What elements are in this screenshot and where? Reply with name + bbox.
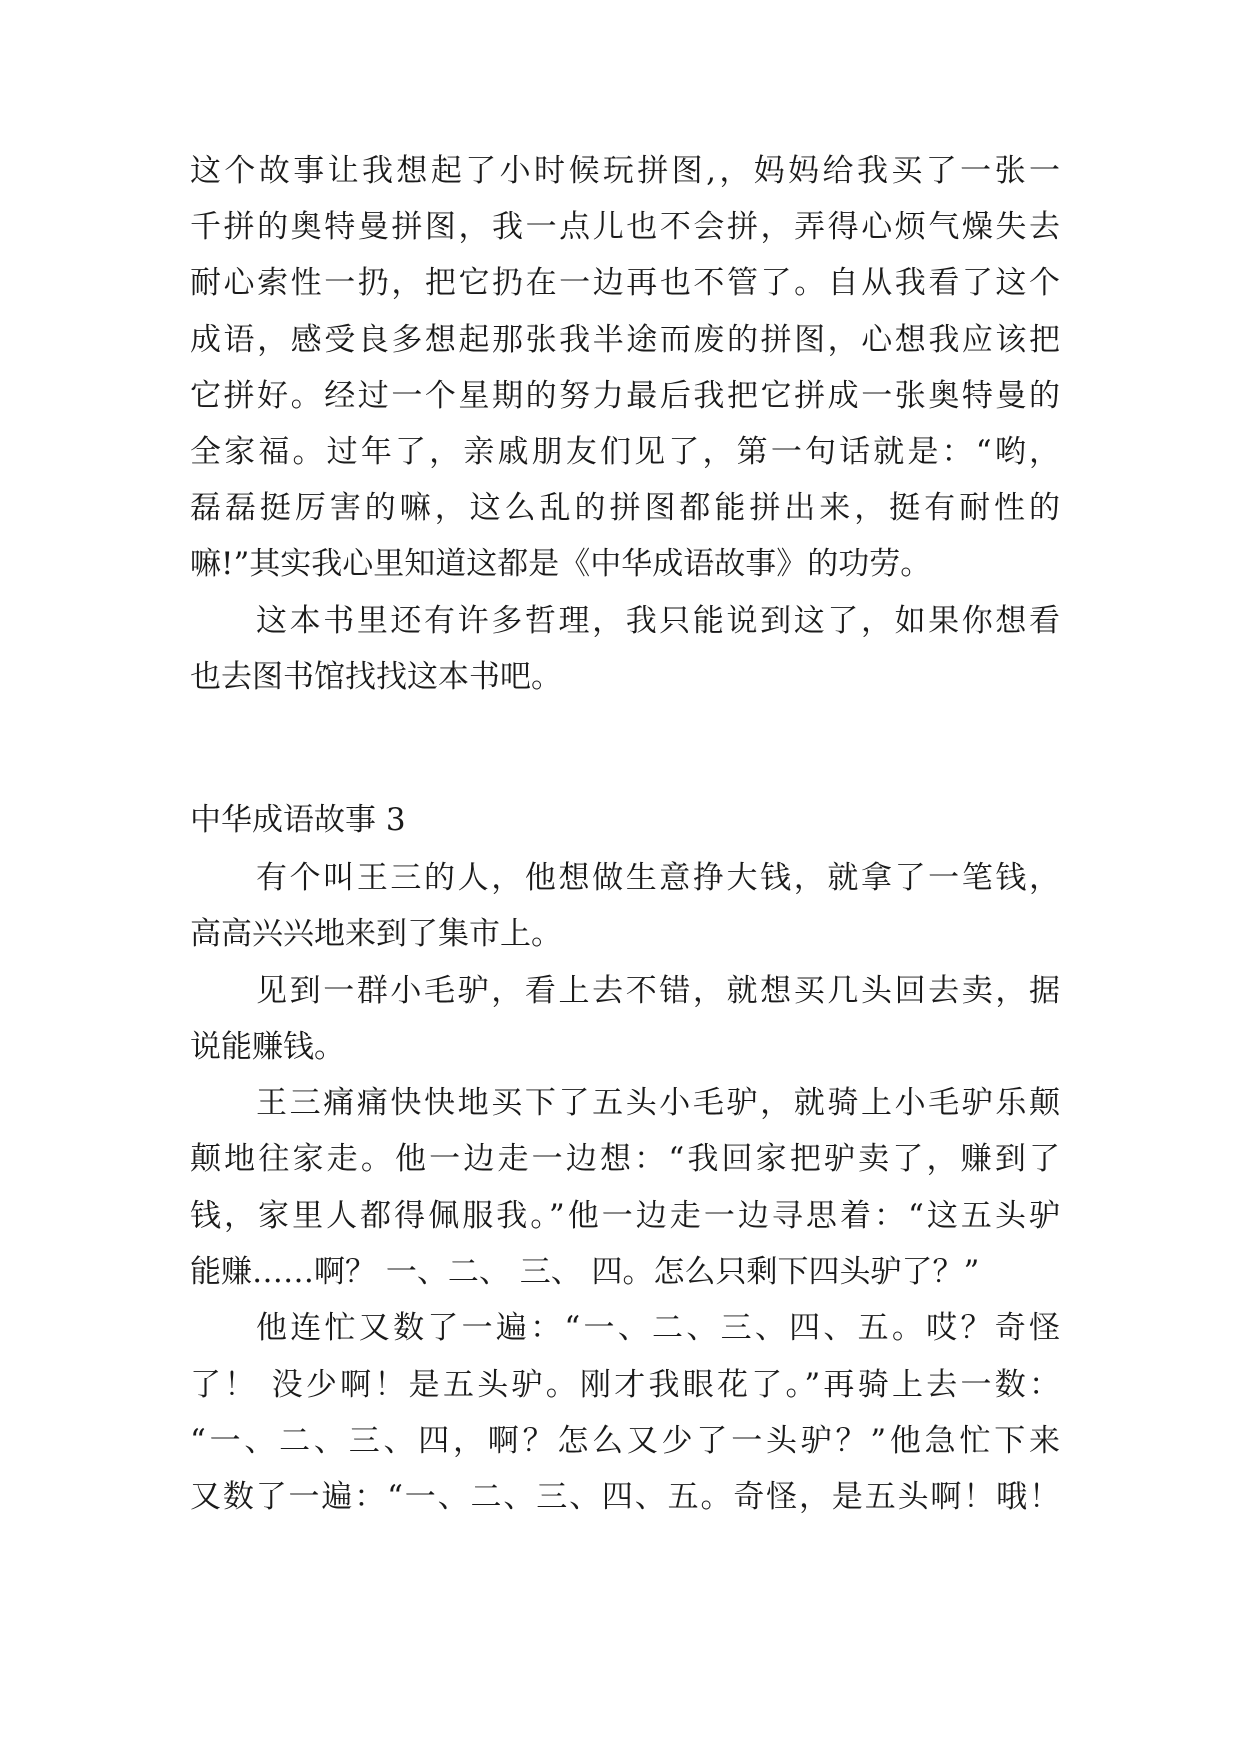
text-line: 颠地往家走。他一边走一边想：“我回家把驴卖了，赚到了 <box>190 1141 1060 1177</box>
text-line: 成语，感受良多想起那张我半途而废的拼图，心想我应该把 <box>190 322 1060 358</box>
text-line: 有个叫王三的人，他想做生意挣大钱，就拿了一笔钱， <box>256 860 1060 896</box>
text-line: “一、二、三、四，啊？怎么又少了一头驴？”他急忙下来 <box>190 1423 1060 1459</box>
text-line: 钱，家里人都得佩服我。”他一边走一边寻思着：“这五头驴 <box>190 1198 1060 1234</box>
text-line: 王三痛痛快快地买下了五头小毛驴，就骑上小毛驴乐颠 <box>256 1085 1060 1121</box>
text-line: 耐心索性一扔，把它扔在一边再也不管了。自从我看了这个 <box>190 265 1060 301</box>
section-heading: 中华成语故事 3 <box>190 802 406 838</box>
text-line: 它拼好。经过一个星期的努力最后我把它拼成一张奥特曼的 <box>190 378 1060 414</box>
text-line: 全家福。过年了，亲戚朋友们见了，第一句话就是：“哟， <box>190 434 1060 470</box>
text-line: 能赚……啊？ 一、二、 三、 四。怎么只剩下四头驴了？” <box>190 1254 980 1290</box>
text-line: 又数了一遍：“一、二、三、四、五。奇怪，是五头啊！哦！ <box>190 1479 1060 1515</box>
text-line: 这个故事让我想起了小时候玩拼图,，妈妈给我买了一张一 <box>190 153 1060 189</box>
text-line: 磊磊挺厉害的嘛，这么乱的拼图都能拼出来，挺有耐性的 <box>190 490 1060 526</box>
text-line: 高高兴兴地来到了集市上。 <box>190 916 562 952</box>
text-line: 见到一群小毛驴，看上去不错，就想买几头回去卖，据 <box>256 973 1060 1009</box>
text-line: 嘛!”其实我心里知道这都是《中华成语故事》的功劳。 <box>190 546 932 582</box>
text-line: 了！ 没少啊！是五头驴。刚才我眼花了。”再骑上去一数： <box>190 1367 1060 1403</box>
text-line: 千拼的奥特曼拼图，我一点儿也不会拼，弄得心烦气燥失去 <box>190 209 1060 245</box>
text-line: 他连忙又数了一遍：“一、二、三、四、五。哎？奇怪 <box>256 1310 1060 1346</box>
text-line: 说能赚钱。 <box>190 1029 345 1065</box>
text-line: 也去图书馆找找这本书吧。 <box>190 659 562 695</box>
text-line: 这本书里还有许多哲理，我只能说到这了，如果你想看 <box>256 603 1060 639</box>
